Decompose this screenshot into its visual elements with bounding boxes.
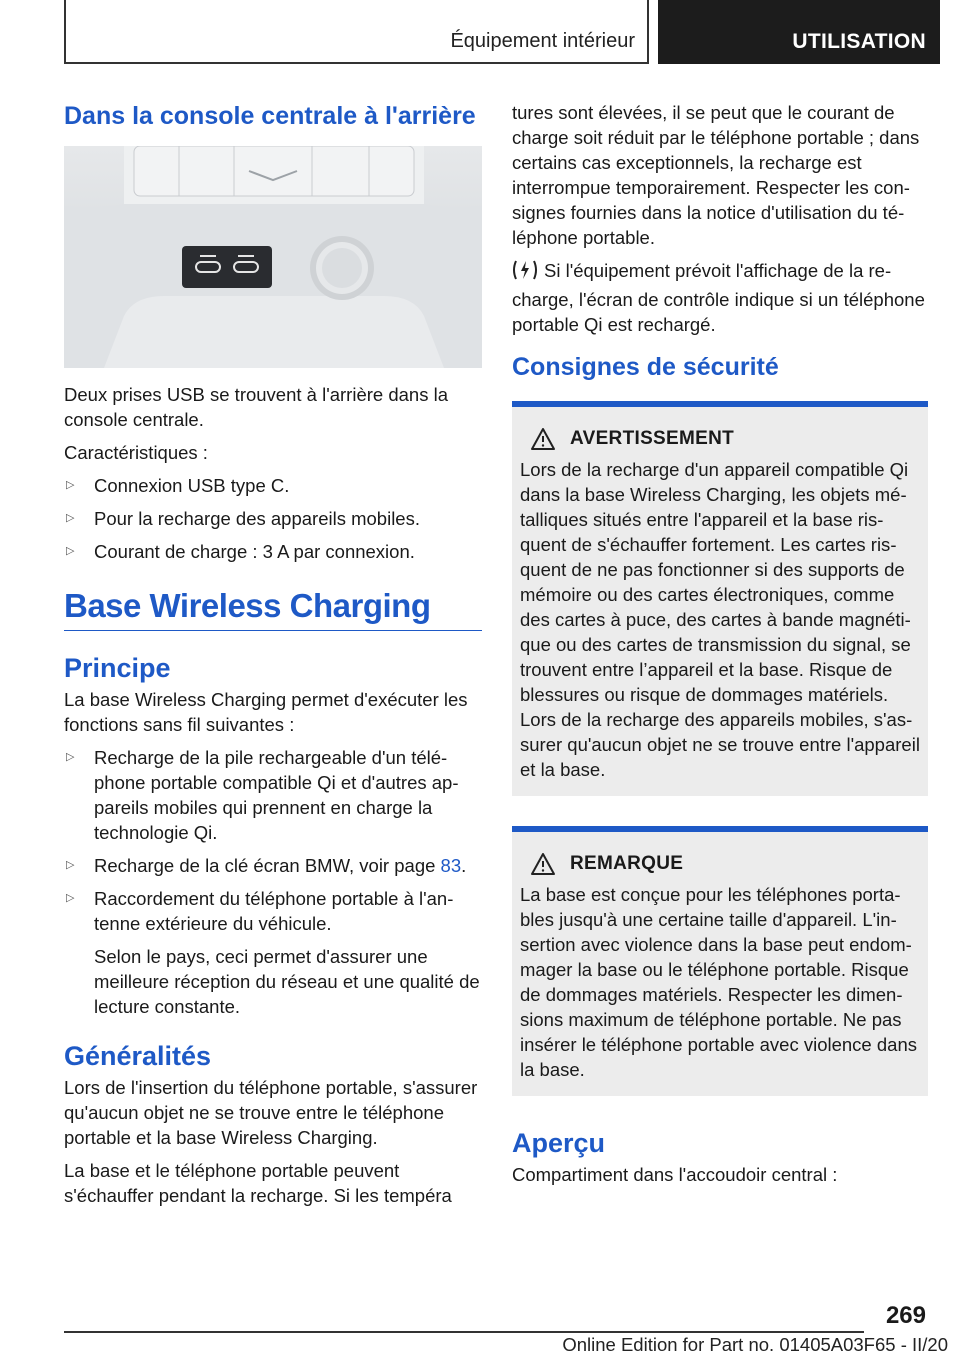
header-chapter-title: UTILISATION [792, 30, 926, 53]
paragraph-generalites-1: Lors de l'insertion du téléphone portable, s'assurer qu'aucun objet ne se trouve entre le téléphone portable et la base Wireless Charging. [64, 1077, 478, 1148]
heading-rear-console: Dans la console centrale à l'arrière [64, 102, 476, 130]
heading-wireless-charging: Base Wireless Charging [64, 586, 482, 631]
warning-label: AVERTISSEMENT [570, 428, 735, 449]
triangle-bullet-icon: ▷ [66, 512, 75, 524]
paragraph-principe: La base Wireless Charging permet d'exécuter les fonctions sans fil suivantes : [64, 689, 468, 735]
triangle-bullet-icon: ▷ [66, 859, 75, 871]
triangle-bullet-icon: ▷ [66, 545, 75, 557]
triangle-bullet-icon: ▷ [66, 892, 75, 904]
list-item: ▷ Courant de charge : 3 A par connexion. [66, 541, 415, 562]
warning-text: Lors de la recharge d'un appareil compatible Qi dans la base Wireless Charging, les objets métalliques situés entre l'appareil et la base risquent de s'échauffer fortement. Les cartes risquent de ne pas fonctionner si des supports de mémoire ou des cartes électroniques, comme des cartes à puce, des cartes à bande magnétique ou des cartes de transmission du signal, se trouvent entre l’appareil et la base. Risque de blessures ou risque de dommages matériels. Lors de la recharge des appareils mobiles, s'assurer qu'aucun objet ne se trouve entre l'appareil et la base. [520, 459, 920, 780]
paragraph-rear-usb: Deux prises USB se trouvent à l'arrière dans la console centrale. [64, 384, 448, 430]
wireless-charging-icon [512, 259, 538, 287]
paragraph-apercu: Compartiment dans l'accoudoir central : [512, 1164, 838, 1185]
right-column [512, 100, 928, 1195]
page-number: 269 [885, 1302, 926, 1329]
list-item: ▷ Recharge de la clé écran BMW, voir page 83. [66, 855, 467, 876]
heading-generalites: Généralités [64, 1041, 212, 1071]
list-item: ▷ Raccordement du téléphone portable à l'antenne extérieure du véhicule. Selon le pays, ceci permet d'assurer une meilleure réception du réseau et une qualité de lecture constante. [64, 886, 482, 1019]
heading-apercu: Aperçu [512, 1128, 606, 1158]
warning-triangle-icon [530, 427, 556, 451]
page-reference-link[interactable]: 83 [440, 855, 462, 876]
warning-box [512, 401, 928, 796]
left-column [64, 100, 482, 1216]
list-item-note: Selon le pays, ceci permet d'assurer une meilleure réception du réseau et une qualité de lecture constante. [94, 946, 480, 1017]
note-box [512, 826, 928, 1096]
note-text: La base est conçue pour les téléphones portables jusqu'à une certaine taille d'appareil. L'insertion avec violence dans la base peut endommager la base ou le téléphone portable. Risque de dommages matériels. Respecter les dimensions maximum de téléphone portable. Ne pas insérer le téléphone portable avec violence dans la base. [520, 884, 917, 1080]
functions-list [64, 745, 482, 1019]
note-label: REMARQUE [570, 853, 684, 874]
footer-divider [64, 1331, 864, 1333]
header-section-tab [64, 0, 649, 64]
triangle-bullet-icon: ▷ [66, 751, 75, 763]
paragraph-continued: tures sont élevées, il se peut que le courant de charge soit réduit par le téléphone portable ; dans certains cas exceptionnels, la recharge est interrompue temporairement. Respecter les consignes fournies dans la notice d'utilisation du téléphone portable. [512, 102, 920, 248]
triangle-bullet-icon: ▷ [66, 479, 75, 491]
paragraph-display: Si l'équipement prévoit l'affichage de la recharge, l'écran de contrôle indique si un téléphone portable Qi est rechargé. [512, 260, 925, 335]
list-item: ▷ Pour la recharge des appareils mobiles. [66, 508, 420, 529]
paragraph-generalites-2: La base et le téléphone portable peuvent s'échauffer pendant la recharge. Si les tempéra [64, 1160, 452, 1206]
heading-principe: Principe [64, 653, 171, 683]
list-item: ▷ Recharge de la pile rechargeable d'un téléphone portable compatible Qi et d'autres appareils mobiles qui prennent en charge la technologie Qi. [66, 747, 459, 843]
list-item: ▷ Connexion USB type C. [66, 475, 290, 496]
paragraph-features-label: Caractéristiques : [64, 442, 208, 463]
footer-edition: Online Edition for Part no. 01405A03F65 - II/20 [562, 1334, 948, 1355]
header-section-title: Équipement intérieur [450, 30, 635, 52]
warning-triangle-icon [530, 852, 556, 876]
heading-safety: Consignes de sécurité [512, 353, 779, 381]
header-chapter-tab [658, 0, 940, 64]
rear-console-photo [64, 146, 482, 368]
features-list [64, 473, 482, 564]
